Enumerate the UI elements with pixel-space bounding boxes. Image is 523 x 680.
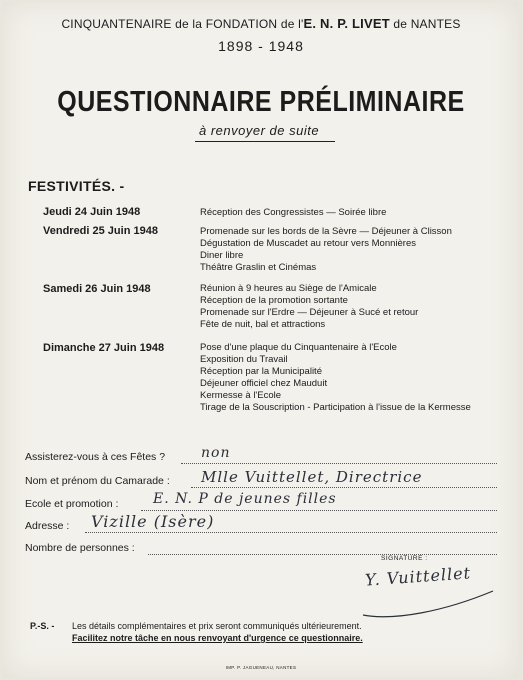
q2-answer: Mlle Vuittellet, Directrice: [201, 468, 423, 486]
schedule-day-3: Samedi 26 Juin 1948: [43, 283, 151, 295]
schedule-day-2: Vendredi 25 Juin 1948: [43, 225, 158, 237]
header-school-name: E. N. P. LIVET: [303, 16, 390, 31]
schedule-day-4-events: [200, 342, 471, 414]
event: Réunion à 9 heures au Siège de l'Amicale: [200, 283, 377, 294]
event: Déjeuner officiel chez Mauduit: [200, 378, 328, 389]
page-title: QUESTIONNAIRE PRÉLIMINAIRE: [57, 85, 465, 119]
ps-prefix: P.-S. -: [30, 621, 55, 631]
imprint: IMP. P. JAGUENEAU, NANTES: [225, 665, 297, 670]
event: Fête de nuit, bal et attractions: [200, 319, 326, 330]
q1-field[interactable]: [181, 463, 497, 464]
subtitle-underline: [195, 141, 335, 142]
event: Promenade sur l'Erdre — Déjeuner à Sucé et retour: [200, 307, 419, 318]
q4-label: Adresse :: [25, 520, 70, 532]
schedule-day-2-events: [200, 226, 452, 274]
header-part-3: FONDATION: [205, 17, 278, 31]
q5-field[interactable]: [148, 554, 497, 555]
event: Dégustation de Muscadet au retour vers Monnières: [200, 238, 416, 249]
header-part-1: CINQUANTENAIRE: [61, 17, 172, 31]
event: Réception par la Municipalité: [200, 366, 322, 377]
event: Théâtre Graslin et Cinémas: [200, 262, 317, 273]
event: Exposition du Travail: [200, 354, 288, 365]
ps-line-2: Facilitez notre tâche en nous renvoyant d'urgence ce questionnaire.: [72, 633, 363, 643]
event: Diner libre: [200, 250, 244, 261]
q2-field[interactable]: [191, 487, 497, 488]
q5-label: Nombre de personnes :: [25, 542, 135, 554]
section-title: FESTIVITÉS. -: [28, 178, 125, 194]
schedule-day-3-events: [200, 283, 418, 331]
event: Réception des Congressistes — Soirée libre: [200, 207, 387, 218]
header-line: [3, 16, 519, 31]
header-part-6: de NANTES: [393, 17, 461, 31]
event: Réception de la promotion sortante: [200, 295, 348, 306]
event: Kermesse à l'Ecole: [200, 390, 282, 401]
header-part-4: de l': [280, 17, 304, 31]
q3-answer: E. N. P de jeunes filles: [153, 491, 337, 507]
q1-answer: non: [201, 445, 231, 461]
page-subtitle: à renvoyer de suite: [199, 123, 320, 138]
signature-label: SIGNATURE :: [381, 555, 428, 562]
q3-label: Ecole et promotion :: [25, 498, 119, 510]
header-years: 1898 - 1948: [218, 38, 304, 54]
header-part-2: de la: [175, 17, 203, 31]
schedule-day-1-events: [200, 207, 386, 219]
signature-flourish: [355, 577, 505, 627]
schedule-day-1: Jeudi 24 Juin 1948: [43, 206, 141, 218]
q4-answer: Vizille (Isère): [91, 512, 215, 531]
q4-field[interactable]: [85, 532, 497, 533]
schedule-day-4: Dimanche 27 Juin 1948: [43, 342, 165, 354]
q1-label: Assisterez-vous à ces Fêtes ?: [25, 451, 166, 463]
q2-label: Nom et prénom du Camarade :: [25, 475, 170, 487]
document-page: [3, 2, 519, 678]
q3-field[interactable]: [141, 510, 497, 511]
ps-line-1: Les détails complémentaires et prix seront communiqués ultérieurement.: [72, 621, 362, 631]
event: Promenade sur les bords de la Sèvre — Déjeuner à Clisson: [200, 226, 452, 237]
event: Tirage de la Souscription - Participation à l'issue de la Kermesse: [200, 402, 471, 413]
signature: Y. Vuittellet: [364, 563, 472, 590]
event: Pose d'une plaque du Cinquantenaire à l'Ecole: [200, 342, 397, 353]
